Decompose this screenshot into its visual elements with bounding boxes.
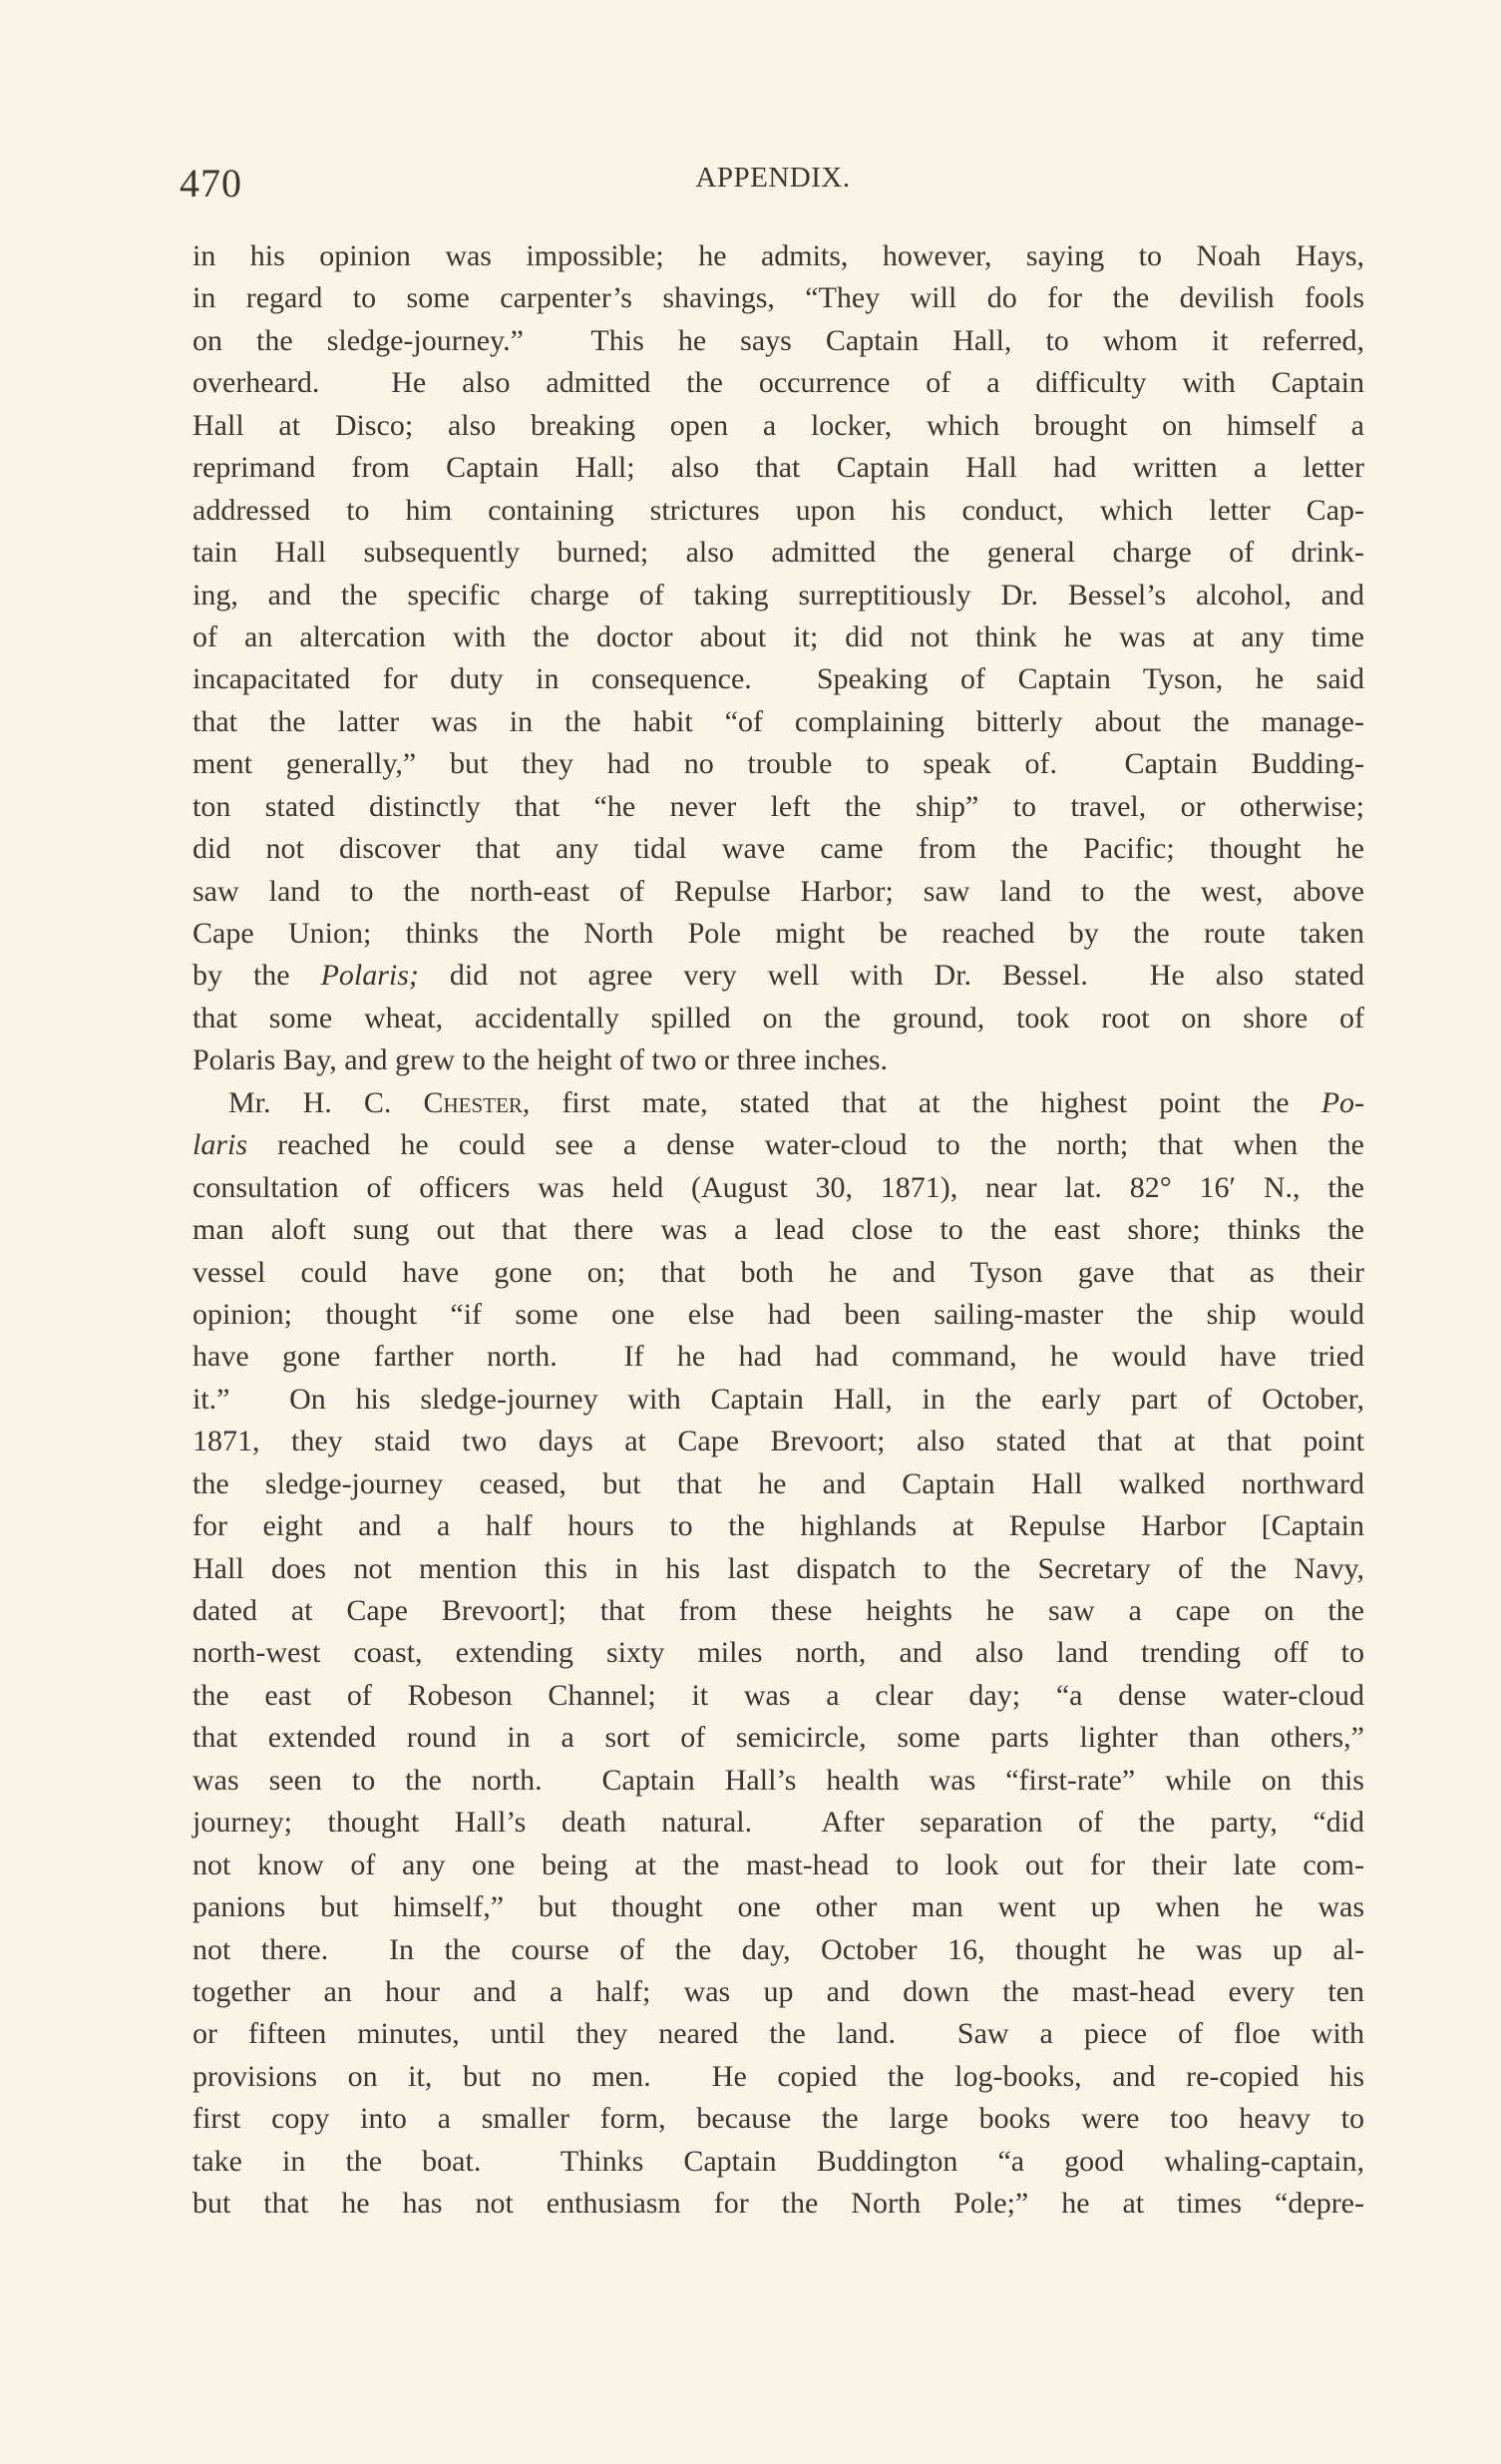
text-segment: for eight and a half hours to the highlands at Repulse Harbor [Captain xyxy=(192,1509,1364,1543)
text-segment: or fifteen minutes, until they neared the land. Saw a piece of floe with xyxy=(192,2017,1364,2051)
text-line xyxy=(192,1717,1364,1759)
text-line xyxy=(192,913,1364,955)
text-line xyxy=(192,743,1364,785)
page-number: 470 xyxy=(180,161,242,205)
text-line xyxy=(192,277,1364,319)
text-line xyxy=(192,1082,1364,1124)
text-line xyxy=(192,998,1364,1039)
text-segment: did not agree very well with Dr. Bessel. He also stated xyxy=(418,959,1364,993)
text-line xyxy=(192,1548,1364,1590)
text-segment: the sledge-journey ceased, but that he and Captain Hall walked northward xyxy=(192,1466,1364,1500)
text-segment: ment generally,” but they had no trouble to speak of. Captain Budding- xyxy=(192,747,1364,781)
text-line xyxy=(192,1845,1364,1886)
text-segment: have gone farther north. If he had had command, he would have tried xyxy=(192,1340,1364,1374)
body-text xyxy=(192,235,1364,2226)
text-segment: was seen to the north. Captain Hall’s health was “first-rate” while on this xyxy=(192,1763,1364,1797)
text-segment: panions but himself,” but thought one other man went up when he was xyxy=(192,1890,1364,1924)
text-segment: , first mate, stated that at the highest point the xyxy=(522,1085,1321,1119)
text-line xyxy=(192,362,1364,404)
text-line xyxy=(192,1590,1364,1632)
text-line xyxy=(192,2183,1364,2225)
text-segment: saw land to the north-east of Repulse Harbor; saw land to the west, above xyxy=(192,874,1364,908)
text-segment: by the xyxy=(192,959,321,993)
italic-text: laris xyxy=(192,1128,248,1162)
text-line xyxy=(192,658,1364,700)
text-line xyxy=(192,405,1364,447)
text-segment: that extended round in a sort of semicircle, some parts lighter than others,” xyxy=(192,1721,1364,1755)
text-segment: ing, and the specific charge of taking surreptitiously Dr. Bessel’s alcohol, and xyxy=(192,578,1364,612)
italic-text: Polaris; xyxy=(320,959,419,993)
text-segment: that the latter was in the habit “of complaining bitterly about the manage- xyxy=(192,704,1364,738)
text-line xyxy=(192,1167,1364,1209)
text-segment: not know of any one being at the mast-head to look out for their late com- xyxy=(192,1848,1364,1881)
text-line xyxy=(192,1929,1364,1971)
text-segment: 1871, they staid two days at Cape Brevoort; also stated that at that point xyxy=(192,1425,1364,1458)
text-line xyxy=(192,1802,1364,1844)
text-segment: Mr. H. C. xyxy=(228,1085,424,1119)
text-line xyxy=(192,1675,1364,1717)
text-segment: the east of Robeson Channel; it was a clear day; “a dense water-cloud xyxy=(192,1678,1364,1712)
text-segment: Cape Union; thinks the North Pole might be reached by the route taken xyxy=(192,917,1364,950)
italic-text: Po- xyxy=(1320,1085,1365,1119)
text-line xyxy=(192,871,1364,913)
text-segment: addressed to him containing strictures upon his conduct, which letter Cap- xyxy=(192,493,1364,527)
text-segment: on the sledge-journey.” This he says Captain Hall, to whom it referred, xyxy=(192,323,1364,357)
text-segment: Polaris Bay, and grew to the height of two or three inches. xyxy=(192,1043,889,1077)
text-line xyxy=(192,1971,1364,2013)
text-segment: take in the boat. Thinks Captain Buddington “a good whaling-captain, xyxy=(192,2144,1364,2178)
small-caps-text: Chester xyxy=(423,1085,523,1119)
text-line xyxy=(192,235,1364,277)
text-line xyxy=(192,1039,1364,1081)
text-segment: did not discover that any tidal wave came from the Pacific; thought he xyxy=(192,832,1364,866)
text-line xyxy=(192,786,1364,828)
text-segment: overheard. He also admitted the occurrence of a difficulty with Captain xyxy=(192,366,1364,400)
text-segment: tain Hall subsequently burned; also admitted the general charge of drink- xyxy=(192,536,1364,570)
text-line xyxy=(192,532,1364,574)
text-segment: consultation of officers was held (August 30, 1871), near lat. 82° 16′ N., the xyxy=(192,1170,1364,1204)
text-line xyxy=(192,616,1364,658)
text-line xyxy=(192,1124,1364,1166)
text-line xyxy=(192,1252,1364,1294)
text-line xyxy=(192,2013,1364,2055)
text-segment: north-west coast, extending sixty miles north, and also land trending off to xyxy=(192,1636,1364,1670)
text-segment: ton stated distinctly that “he never left the ship” to travel, or otherwise; xyxy=(192,789,1364,823)
text-segment: of an altercation with the doctor about it; did not think he was at any time xyxy=(192,619,1364,653)
text-segment: journey; thought Hall’s death natural. After separation of the party, “did xyxy=(192,1806,1364,1840)
text-segment: reached he could see a dense water-cloud to the north; that when the xyxy=(247,1128,1364,1162)
text-segment: together an hour and a half; was up and down the mast-head every ten xyxy=(192,1974,1364,2008)
text-segment: not there. In the course of the day, October 16, thought he was up al- xyxy=(192,1932,1364,1966)
text-line xyxy=(192,2098,1364,2140)
text-line xyxy=(192,1463,1364,1505)
text-line xyxy=(192,575,1364,616)
text-line xyxy=(192,1505,1364,1547)
text-line xyxy=(192,1632,1364,1674)
text-line xyxy=(192,1886,1364,1928)
text-segment: in his opinion was impossible; he admits, however, saying to Noah Hays, xyxy=(192,239,1364,272)
text-line xyxy=(192,1336,1364,1378)
text-line xyxy=(192,701,1364,743)
text-segment: vessel could have gone on; that both he and Tyson gave that as their xyxy=(192,1255,1364,1289)
text-line xyxy=(192,955,1364,997)
text-segment: opinion; thought “if some one else had been sailing-master the ship would xyxy=(192,1297,1364,1331)
text-line xyxy=(192,828,1364,870)
text-segment: in regard to some carpenter’s shavings, “They will do for the devilish fools xyxy=(192,281,1364,315)
text-segment: Hall at Disco; also breaking open a locker, which brought on himself a xyxy=(192,408,1364,442)
text-line xyxy=(192,1294,1364,1336)
text-segment: that some wheat, accidentally spilled on the ground, took root on shore of xyxy=(192,1001,1364,1034)
text-segment: Hall does not mention this in his last dispatch to the Secretary of the Navy, xyxy=(192,1551,1364,1585)
text-segment: provisions on it, but no men. He copied the log-books, and re-copied his xyxy=(192,2059,1364,2093)
text-line xyxy=(192,490,1364,532)
text-line xyxy=(192,2056,1364,2098)
running-head: APPENDIX. xyxy=(695,162,851,194)
text-line xyxy=(192,320,1364,362)
text-segment: it.” On his sledge-journey with Captain Hall, in the early part of October, xyxy=(192,1382,1364,1416)
text-line xyxy=(192,1209,1364,1251)
text-line xyxy=(192,2141,1364,2183)
text-segment: but that he has not enthusiasm for the North Pole;” he at times “depre- xyxy=(192,2187,1364,2221)
text-segment: first copy into a smaller form, because the large books were too heavy to xyxy=(192,2102,1364,2136)
text-line xyxy=(192,1379,1364,1421)
text-segment: dated at Cape Brevoort]; that from these heights he saw a cape on the xyxy=(192,1594,1364,1627)
text-segment: incapacitated for duty in consequence. Speaking of Captain Tyson, he said xyxy=(192,662,1364,696)
text-line xyxy=(192,1760,1364,1802)
text-segment: reprimand from Captain Hall; also that Captain Hall had written a letter xyxy=(192,451,1364,485)
text-line xyxy=(192,447,1364,489)
text-segment: man aloft sung out that there was a lead close to the east shore; thinks the xyxy=(192,1213,1364,1247)
text-line xyxy=(192,1421,1364,1462)
